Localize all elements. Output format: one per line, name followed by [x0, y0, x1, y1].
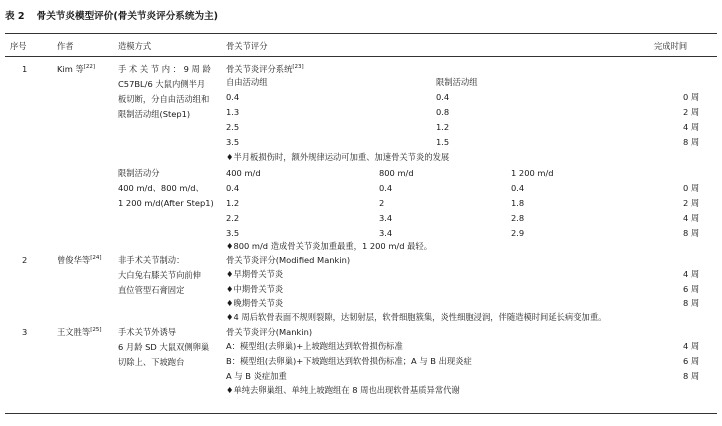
- header-rule: [5, 56, 717, 57]
- method-line: 1 200 m/d(After Step1): [118, 198, 214, 208]
- time-value: 4 周: [683, 122, 700, 132]
- method-line: 手 术 关 节 内 ： 9 周 龄: [118, 64, 211, 74]
- score-value: 2.2: [226, 213, 240, 223]
- score-value: 3.4: [379, 228, 393, 238]
- stage-item: A：模型组(去卵巢)+上坡跑组达到软骨损伤标准: [226, 341, 403, 351]
- bottom-rule: [5, 413, 717, 414]
- time-value: 8 周: [683, 137, 700, 147]
- method-line: 大白兔右膝关节向前伸: [118, 270, 201, 280]
- finding-note: ♦800 m/d 造成骨关节炎加重最重，1 200 m/d 最轻。: [226, 241, 433, 251]
- finding-note: ♦单纯去卵巢组、单纯上坡跑组在 8 周也出现软骨基质异常代谢: [226, 385, 460, 395]
- score-value: 3.4: [379, 213, 393, 223]
- score-value: 0.4: [226, 92, 240, 102]
- time-value: 0 周: [683, 183, 700, 193]
- group-header: 限制活动组: [436, 77, 478, 87]
- reference: [22]: [83, 64, 96, 71]
- stage-item: ♦晚期骨关节炎: [226, 298, 284, 308]
- method-line: 手术关节外诱导: [118, 327, 177, 337]
- time-value: 8 周: [683, 298, 700, 308]
- stage-item: ♦中期骨关节炎: [226, 284, 284, 294]
- method-line: 直位管型石膏固定: [118, 285, 185, 295]
- score-value: 3.5: [226, 137, 240, 147]
- stage-item: A 与 B 炎症加重: [226, 371, 287, 381]
- time-value: 8 周: [683, 228, 700, 238]
- header-no: 序号: [10, 41, 27, 51]
- table-caption: [5, 8, 218, 22]
- method-line: 6 月龄 SD 大鼠双侧卵巢: [118, 342, 210, 352]
- table-title: 骨关节炎模型评价(骨关节炎评分系统为主): [36, 11, 219, 22]
- header-score: 骨关节评分: [226, 41, 268, 51]
- group-header: 自由活动组: [226, 77, 268, 87]
- row-number: 3: [22, 327, 28, 337]
- row-author: 王文胜等[25]: [57, 327, 102, 337]
- table-number: 表 2: [5, 11, 25, 22]
- method-line: C57BL/6 大鼠内侧半月: [118, 79, 206, 89]
- row-author: Kim 等[22]: [57, 64, 96, 74]
- score-value: 2.9: [511, 228, 525, 238]
- time-value: 2 周: [683, 198, 700, 208]
- stage-item: ♦早期骨关节炎: [226, 269, 284, 279]
- row-number: 2: [22, 255, 28, 265]
- stage-item: B：模型组(去卵巢)+下坡跑组达到软骨损伤标准；A 与 B 出现炎症: [226, 356, 472, 366]
- method-line: 限制活动组(Step1): [118, 109, 191, 119]
- row-number: 1: [22, 64, 28, 74]
- score-value: 0.4: [226, 183, 240, 193]
- row-author: 曾俊华等[24]: [57, 255, 102, 265]
- header-author: 作者: [57, 41, 74, 51]
- reference: [25]: [90, 327, 102, 334]
- group-header: 800 m/d: [379, 168, 414, 178]
- time-value: 0 周: [683, 92, 700, 102]
- top-rule: [5, 33, 717, 34]
- method-line: 限制活动分: [118, 168, 160, 178]
- score-value: 0.4: [436, 92, 450, 102]
- score-value: 1.5: [436, 137, 450, 147]
- group-header: 1 200 m/d: [511, 168, 554, 178]
- score-value: 3.5: [226, 228, 240, 238]
- finding-note: ♦半月板损伤时，额外规律运动可加重、加速骨关节炎的发展: [226, 152, 450, 162]
- group-header: 400 m/d: [226, 168, 261, 178]
- time-value: 4 周: [683, 341, 700, 351]
- header-time: 完成时间: [654, 41, 688, 51]
- score-value: 0.4: [511, 183, 525, 193]
- score-value: 1.8: [511, 198, 525, 208]
- time-value: 6 周: [683, 356, 700, 366]
- time-value: 4 周: [683, 269, 700, 279]
- time-value: 6 周: [683, 284, 700, 294]
- score-value: 2.8: [511, 213, 525, 223]
- score-value: 2: [379, 198, 385, 208]
- score-value: 0.4: [379, 183, 393, 193]
- score-system-title: 骨关节炎评分(Modified Mankin): [226, 255, 351, 265]
- score-system-title: 骨关节炎评分系统[23]: [226, 64, 304, 74]
- time-value: 4 周: [683, 213, 700, 223]
- score-value: 1.2: [436, 122, 450, 132]
- method-line: 切除上、下坡跑台: [118, 357, 185, 367]
- score-value: 0.8: [436, 107, 450, 117]
- reference: [24]: [90, 255, 102, 262]
- method-line: 板切断，分自由活动组和: [118, 94, 210, 104]
- score-value: 1.2: [226, 198, 240, 208]
- score-value: 2.5: [226, 122, 240, 132]
- method-line: 400 m/d、800 m/d、: [118, 183, 204, 193]
- time-value: 2 周: [683, 107, 700, 117]
- time-value: 8 周: [683, 371, 700, 381]
- score-value: 1.3: [226, 107, 240, 117]
- method-line: 非手术关节制动：: [118, 255, 185, 265]
- header-method: 造模方式: [118, 41, 152, 51]
- score-system-title: 骨关节炎评分(Mankin): [226, 327, 313, 337]
- finding-note: ♦4 周后软骨表面不规则裂隙，达韧射层，软骨细胞簇集，炎性细胞浸润，伴随造模时间延长病变加重。: [226, 312, 607, 322]
- reference: [23]: [292, 64, 304, 71]
